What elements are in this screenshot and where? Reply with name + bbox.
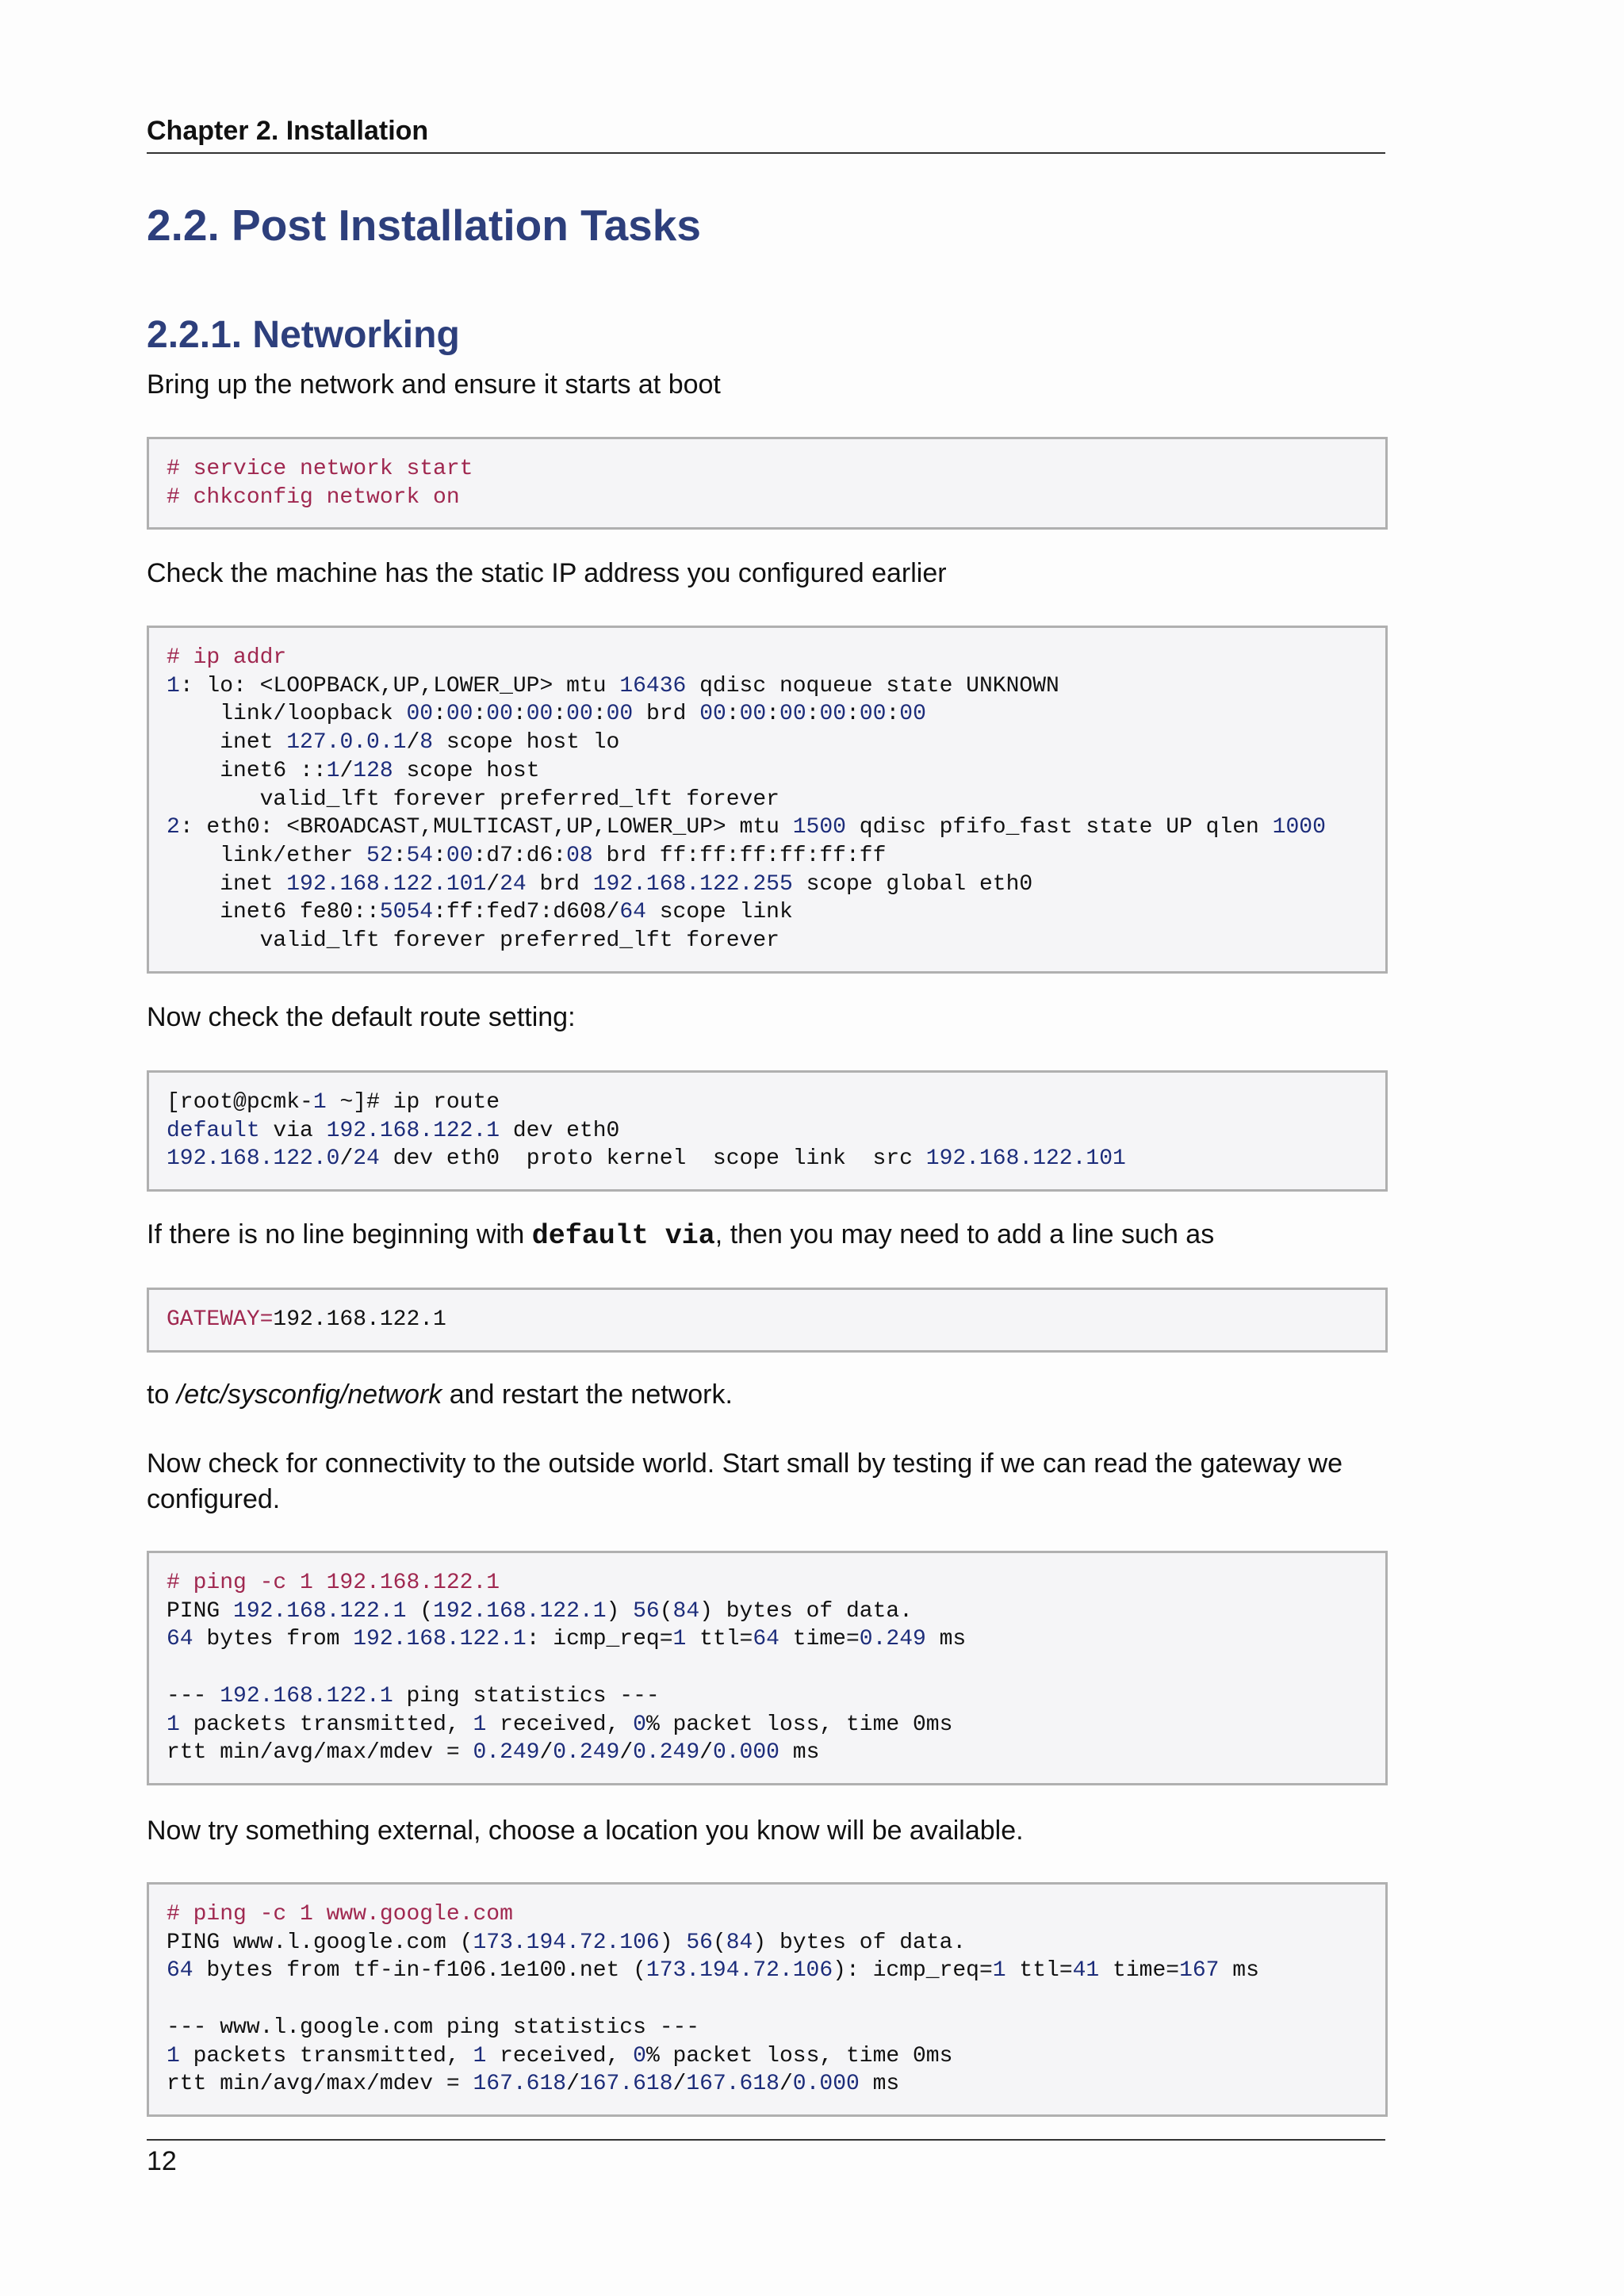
code-line: PING 192.168.122.1 (192.168.122.1) 56(84) bytes of data. (167, 1598, 913, 1624)
paragraph-check-route: Now check the default route setting: (147, 1002, 576, 1032)
chapter-header: Chapter 2. Installation (147, 113, 1385, 154)
text-fragment: , then you may need to add a line such as (714, 1219, 1215, 1249)
code-block-ip-route (147, 1070, 1388, 1192)
code-line: --- www.l.google.com ping statistics --- (167, 2015, 700, 2040)
code-line: --- 192.168.122.1 ping statistics --- (167, 1683, 660, 1709)
code-line: PING www.l.google.com (173.194.72.106) 56(84) bytes of data. (167, 1930, 967, 1955)
code-line: 64 bytes from 192.168.122.1: icmp_req=1 ttl=64 time=0.249 ms (167, 1627, 967, 1652)
code-line: link/loopback 00:00:00:00:00:00 brd 00:00:00:00:00:00 (167, 702, 926, 727)
file-path: /etc/sysconfig/network (176, 1380, 442, 1410)
code-block-gateway (147, 1288, 1388, 1353)
code-line: valid_lft forever preferred_lft forever (167, 786, 779, 812)
code-line: valid_lft forever preferred_lft forever (167, 928, 779, 954)
paragraph-network-start: Bring up the network and ensure it starts at boot (147, 369, 721, 400)
text-fragment: to (147, 1380, 177, 1410)
code-line: # ping -c 1 192.168.122.1 (167, 1571, 500, 1595)
code-line: # chkconfig network on (167, 484, 460, 510)
code-line: inet6 ::1/128 scope host (167, 758, 540, 783)
code-line: inet 192.168.122.101/24 brd 192.168.122.255 scope global eth0 (167, 871, 1033, 897)
code-line: inet6 fe80::5054:ff:fed7:d608/64 scope link (167, 900, 793, 925)
text-fragment: If there is no line beginning with (147, 1219, 532, 1249)
code-block-ip-addr (147, 626, 1388, 974)
code-line: link/ether 52:54:00:d7:d6:08 brd ff:ff:ff:ff:ff:ff (167, 843, 887, 868)
code-block-ping-google (147, 1882, 1388, 2117)
footer-divider (147, 2139, 1385, 2141)
code-line: default via 192.168.122.1 dev eth0 (167, 1118, 620, 1143)
code-line: # ping -c 1 www.google.com (167, 1902, 513, 1927)
code-line: 1: lo: <LOOPBACK,UP,LOWER_UP> mtu 16436 qdisc noqueue state UNKNOWN (167, 673, 1059, 698)
paragraph-check-ip: Check the machine has the static IP address you configured earlier (147, 558, 947, 588)
code-block-service (147, 437, 1388, 530)
section-title: 2.2. Post Installation Tasks (147, 201, 701, 250)
code-block-ping-gateway (147, 1551, 1388, 1785)
subsection-title: 2.2.1. Networking (147, 314, 460, 356)
code-line: GATEWAY=192.168.122.1 (167, 1307, 446, 1332)
code-line: inet 127.0.0.1/8 scope host lo (167, 730, 620, 756)
paragraph-external: Now try something external, choose a location you know will be available. (147, 1816, 1024, 1846)
code-line: # service network start (167, 457, 473, 481)
paragraph-connectivity: Now check for connectivity to the outside world. Start small by testing if we can read the gateway we configured. (147, 1448, 1343, 1514)
code-line: [root@pcmk-1 ~]# ip route (167, 1090, 500, 1115)
code-line: rtt min/avg/max/mdev = 0.249/0.249/0.249/0.000 ms (167, 1740, 820, 1766)
text-fragment: and restart the network. (442, 1380, 733, 1410)
paragraph-default-via (147, 1217, 1385, 1254)
code-line: 192.168.122.0/24 dev eth0 proto kernel scope link src 192.168.122.101 (167, 1146, 1126, 1172)
code-line: 2: eth0: <BROADCAST,MULTICAST,UP,LOWER_UP> mtu 1500 qdisc pfifo_fast state UP qlen 1000 (167, 815, 1326, 840)
code-line: 1 packets transmitted, 1 received, 0% packet loss, time 0ms (167, 2043, 953, 2068)
code-line: 1 packets transmitted, 1 received, 0% packet loss, time 0ms (167, 1712, 953, 1737)
code-line: rtt min/avg/max/mdev = 167.618/167.618/167.618/0.000 ms (167, 2072, 900, 2097)
code-line: 64 bytes from tf-in-f106.1e100.net (173.194.72.106): icmp_req=1 ttl=41 time=167 ms (167, 1958, 1259, 1984)
page-number: 12 (147, 2146, 177, 2176)
inline-code-default-via: default via (531, 1220, 715, 1252)
paragraph-sysconfig (147, 1377, 1385, 1413)
code-line: # ip addr (167, 645, 287, 670)
